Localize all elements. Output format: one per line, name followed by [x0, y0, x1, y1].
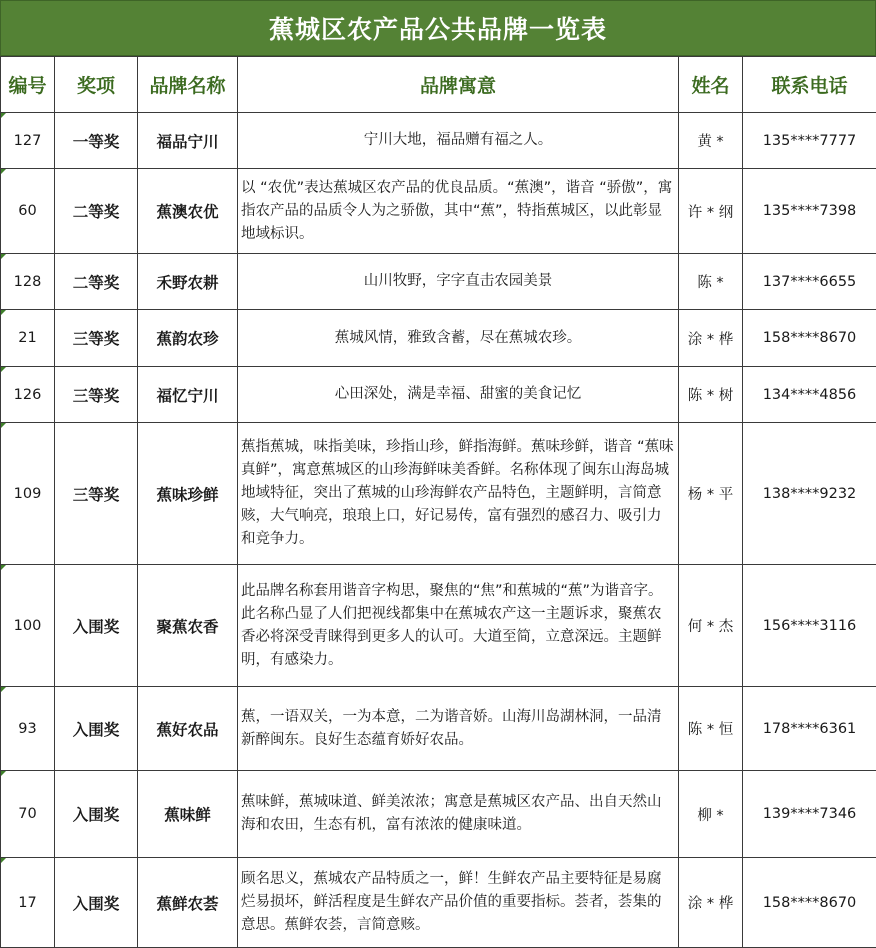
cell-meaning[interactable]: 顾名思义，蕉城农产品特质之一，鲜！生鲜农产品主要特征是易腐烂易损坏，鲜活程度是生鲜农产品价值的重要指标。荟者，荟集的意思。蕉鲜农荟，言简意赅。 — [238, 858, 679, 948]
table-row — [1, 687, 876, 771]
cell-meaning[interactable]: 蕉指蕉城，味指美味，珍指山珍，鲜指海鲜。蕉味珍鲜，谐音 “蕉味真鲜”，寓意蕉城区的山珍海鲜味美香鲜。名称体现了闽东山海岛城地域特征，突出了蕉城的山珍海鲜农产品特色，主题鲜明，言简意赅，大气响亮，琅琅上口，好记易传，富有强烈的感召力、吸引力和竞争力。 — [238, 423, 679, 565]
cell-name[interactable]: 陈 * 树 — [679, 367, 743, 423]
cell-id[interactable]: 60 — [1, 169, 55, 254]
cell-id[interactable]: 17 — [1, 858, 55, 948]
cell-meaning[interactable]: 蕉味鲜，蕉城味道、鲜美浓浓；寓意是蕉城区农产品、出自天然山海和农田，生态有机，富有浓浓的健康味道。 — [238, 771, 679, 858]
header-meaning: 品牌寓意 — [238, 57, 679, 113]
cell-brand[interactable]: 福忆宁川 — [138, 367, 238, 423]
cell-brand[interactable]: 蕉澳农优 — [138, 169, 238, 254]
cell-id[interactable]: 128 — [1, 254, 55, 310]
cell-name[interactable]: 陈 * 恒 — [679, 687, 743, 771]
header-id: 编号 — [1, 57, 55, 113]
cell-name[interactable]: 柳 * — [679, 771, 743, 858]
cell-phone[interactable]: 135****7777 — [743, 113, 876, 169]
cell-name[interactable]: 涂 * 桦 — [679, 310, 743, 367]
cell-brand[interactable]: 蕉好农品 — [138, 687, 238, 771]
cell-award[interactable]: 二等奖 — [55, 169, 138, 254]
cell-phone[interactable]: 156****3116 — [743, 565, 876, 687]
cell-meaning[interactable]: 此品牌名称套用谐音字构思，聚焦的“焦”和蕉城的“蕉”为谐音字。此名称凸显了人们把视线都集中在蕉城农产这一主题诉求，聚蕉农香必将深受青睐得到更多人的认可。大道至简，立意深远。主题鲜明，有感染力。 — [238, 565, 679, 687]
cell-award[interactable]: 入围奖 — [55, 687, 138, 771]
table-row — [1, 858, 876, 948]
header-phone: 联系电话 — [743, 57, 876, 113]
cell-phone[interactable]: 139****7346 — [743, 771, 876, 858]
header-row — [1, 57, 876, 113]
table-row — [1, 254, 876, 310]
table-row — [1, 423, 876, 565]
cell-phone[interactable]: 135****7398 — [743, 169, 876, 254]
cell-brand[interactable]: 禾野农耕 — [138, 254, 238, 310]
cell-award[interactable]: 一等奖 — [55, 113, 138, 169]
cell-award[interactable]: 入围奖 — [55, 771, 138, 858]
table-row — [1, 113, 876, 169]
cell-meaning[interactable]: 蕉城风情，雅致含蓄，尽在蕉城农珍。 — [238, 310, 679, 367]
table-row — [1, 771, 876, 858]
cell-brand[interactable]: 蕉韵农珍 — [138, 310, 238, 367]
cell-brand[interactable]: 蕉味珍鲜 — [138, 423, 238, 565]
cell-award[interactable]: 入围奖 — [55, 858, 138, 948]
cell-id[interactable]: 100 — [1, 565, 55, 687]
cell-meaning[interactable]: 山川牧野，字字直击农园美景 — [238, 254, 679, 310]
cell-brand[interactable]: 蕉鲜农荟 — [138, 858, 238, 948]
cell-id[interactable]: 127 — [1, 113, 55, 169]
cell-id[interactable]: 21 — [1, 310, 55, 367]
cell-meaning[interactable]: 蕉，一语双关，一为本意，二为谐音娇。山海川岛湖林洞，一品清新醉闽东。良好生态蕴育娇好农品。 — [238, 687, 679, 771]
table-title: 蕉城区农产品公共品牌一览表 — [0, 0, 876, 56]
header-name: 姓名 — [679, 57, 743, 113]
brand-table — [0, 56, 876, 948]
cell-id[interactable]: 126 — [1, 367, 55, 423]
cell-phone[interactable]: 158****8670 — [743, 310, 876, 367]
cell-award[interactable]: 三等奖 — [55, 423, 138, 565]
cell-id[interactable]: 109 — [1, 423, 55, 565]
cell-brand[interactable]: 蕉味鲜 — [138, 771, 238, 858]
cell-award[interactable]: 二等奖 — [55, 254, 138, 310]
cell-name[interactable]: 许 * 纲 — [679, 169, 743, 254]
cell-name[interactable]: 陈 * — [679, 254, 743, 310]
cell-name[interactable]: 杨 * 平 — [679, 423, 743, 565]
cell-phone[interactable]: 137****6655 — [743, 254, 876, 310]
cell-meaning[interactable]: 以 “农优”表达蕉城区农产品的优良品质。“蕉澳”，谐音 “骄傲”，寓指农产品的品质令人为之骄傲，其中“蕉”，特指蕉城区，以此彰显地域标识。 — [238, 169, 679, 254]
cell-name[interactable]: 涂 * 桦 — [679, 858, 743, 948]
cell-brand[interactable]: 福品宁川 — [138, 113, 238, 169]
cell-meaning[interactable]: 宁川大地，福品赠有福之人。 — [238, 113, 679, 169]
cell-award[interactable]: 入围奖 — [55, 565, 138, 687]
cell-meaning[interactable]: 心田深处，满是幸福、甜蜜的美食记忆 — [238, 367, 679, 423]
header-award: 奖项 — [55, 57, 138, 113]
header-brand: 品牌名称 — [138, 57, 238, 113]
table-row — [1, 310, 876, 367]
cell-name[interactable]: 何 * 杰 — [679, 565, 743, 687]
cell-id[interactable]: 70 — [1, 771, 55, 858]
cell-award[interactable]: 三等奖 — [55, 367, 138, 423]
cell-phone[interactable]: 138****9232 — [743, 423, 876, 565]
table-row — [1, 367, 876, 423]
cell-award[interactable]: 三等奖 — [55, 310, 138, 367]
cell-phone[interactable]: 158****8670 — [743, 858, 876, 948]
cell-brand[interactable]: 聚蕉农香 — [138, 565, 238, 687]
table-row — [1, 565, 876, 687]
cell-phone[interactable]: 178****6361 — [743, 687, 876, 771]
cell-phone[interactable]: 134****4856 — [743, 367, 876, 423]
cell-name[interactable]: 黄 * — [679, 113, 743, 169]
table-row — [1, 169, 876, 254]
cell-id[interactable]: 93 — [1, 687, 55, 771]
